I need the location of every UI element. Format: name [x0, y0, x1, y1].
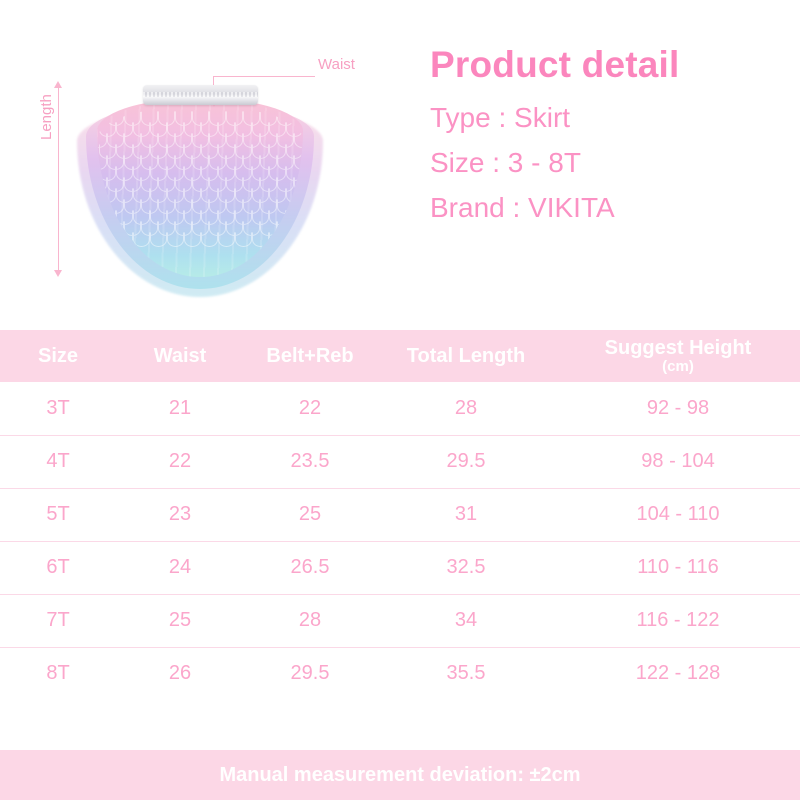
waist-annotation-label: Waist — [318, 56, 355, 73]
table-cell: 32.5 — [376, 541, 556, 594]
table-cell: 26 — [116, 647, 244, 700]
product-image-area — [0, 0, 410, 330]
measurement-note — [0, 750, 800, 800]
page-title: Product detail — [430, 44, 680, 85]
product-detail-text — [430, 44, 790, 237]
measurement-note-text: Manual measurement deviation: ±2cm — [219, 763, 581, 786]
table-cell: 3T — [0, 382, 116, 435]
table-cell: 29.5 — [376, 435, 556, 488]
table-row — [0, 647, 800, 700]
table-cell: 6T — [0, 541, 116, 594]
detail-line-brand: Brand : VIKITA — [430, 192, 615, 223]
table-cell: 24 — [116, 541, 244, 594]
detail-line-size: Size : 3 - 8T — [430, 147, 581, 178]
table-cell: 23 — [116, 488, 244, 541]
column-header-size — [0, 330, 116, 382]
skirt-illustration — [75, 85, 325, 300]
column-header-belt-reb — [244, 330, 376, 382]
table-cell: 22 — [244, 382, 376, 435]
table-row — [0, 594, 800, 647]
column-header-label: Waist — [153, 345, 207, 367]
table-cell: 23.5 — [244, 435, 376, 488]
table-cell: 110 - 116 — [556, 541, 800, 594]
table-cell: 35.5 — [376, 647, 556, 700]
table-row — [0, 541, 800, 594]
table-row — [0, 435, 800, 488]
table-body — [0, 382, 800, 700]
table-cell: 98 - 104 — [556, 435, 800, 488]
detail-line-type: Type : Skirt — [430, 102, 571, 133]
table-cell: 8T — [0, 647, 116, 700]
length-measure-line — [58, 88, 59, 270]
table-header-row — [0, 330, 800, 382]
table-cell: 25 — [116, 594, 244, 647]
skirt-waistband — [143, 85, 258, 105]
table-cell: 34 — [376, 594, 556, 647]
column-header-unit: (cm) — [662, 358, 694, 376]
column-header-waist — [116, 330, 244, 382]
size-chart-table — [0, 330, 800, 700]
table-cell: 122 - 128 — [556, 647, 800, 700]
table-cell: 28 — [376, 382, 556, 435]
table-cell: 116 - 122 — [556, 594, 800, 647]
table-cell: 7T — [0, 594, 116, 647]
table-cell: 26.5 — [244, 541, 376, 594]
column-header-label: Total Length — [406, 345, 526, 367]
table-cell: 29.5 — [244, 647, 376, 700]
table-cell: 4T — [0, 435, 116, 488]
column-header-label: Suggest Height — [604, 337, 752, 360]
table-cell: 22 — [116, 435, 244, 488]
table-cell: 31 — [376, 488, 556, 541]
column-header-suggest-height — [556, 330, 800, 382]
table-cell: 21 — [116, 382, 244, 435]
skirt-body — [75, 99, 325, 299]
table-cell: 104 - 110 — [556, 488, 800, 541]
length-annotation-label: Length — [38, 94, 55, 140]
column-header-label: Size — [37, 345, 79, 367]
column-header-total-length — [376, 330, 556, 382]
table-cell: 92 - 98 — [556, 382, 800, 435]
table-cell: 25 — [244, 488, 376, 541]
table-row — [0, 382, 800, 435]
column-header-label: Belt+Reb — [266, 345, 354, 367]
top-section — [0, 0, 800, 330]
table-row — [0, 488, 800, 541]
table-cell: 28 — [244, 594, 376, 647]
table-cell: 5T — [0, 488, 116, 541]
